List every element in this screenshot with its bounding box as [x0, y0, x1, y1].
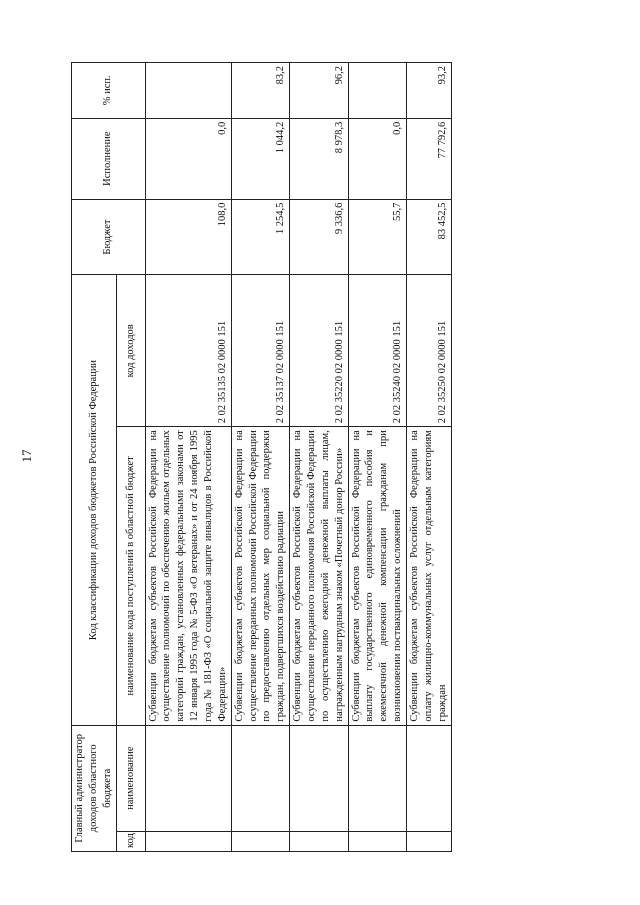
table-row — [231, 63, 289, 852]
table-row — [145, 63, 231, 852]
admin-name-cell — [290, 725, 348, 831]
revenue-name-cell: Субвенции бюджетам субъектов Российской Федерации на выплату государственного единовременного пособия и ежемесячной денежной компенсации гражданам при возникновении поствакцинальных осложнений — [348, 427, 406, 725]
table-row — [407, 63, 452, 852]
budget-cell: 1 254,5 — [231, 199, 289, 275]
revenue-name-cell: Субвенции бюджетам субъектов Российской Федерации на осуществление переданного полномочия Российской Федерации по осуществлению ежегодной денежной выплаты лицам, награжденным нагрудным знаком «Почетный донор России» — [290, 427, 348, 725]
admin-code-cell — [348, 831, 406, 851]
revenue-code-cell: 2 02 35220 02 0000 151 — [290, 275, 348, 427]
admin-name-header: наименование — [116, 725, 145, 831]
revenue-code-cell: 2 02 35137 02 0000 151 — [231, 275, 289, 427]
budget-header: Бюджет — [72, 199, 146, 275]
percent-cell: 93,2 — [407, 63, 452, 119]
percent-cell — [348, 63, 406, 119]
rotated-table-container — [71, 62, 581, 852]
admin-group-header: Главный администратор доходов областного бюджета — [72, 725, 117, 851]
budget-cell: 55,7 — [348, 199, 406, 275]
admin-name-cell — [348, 725, 406, 831]
execution-cell: 1 044,2 — [231, 118, 289, 199]
revenue-code-cell: 2 02 35135 02 0000 151 — [145, 275, 231, 427]
execution-cell: 8 978,3 — [290, 118, 348, 199]
page-number: 17 — [19, 449, 34, 463]
budget-cell: 83 452,5 — [407, 199, 452, 275]
admin-code-cell — [407, 831, 452, 851]
budget-cell: 108,0 — [145, 199, 231, 275]
revenue-table — [71, 62, 452, 852]
revenue-name-header: наименование кода поступлений в областной бюджет — [116, 427, 145, 725]
admin-code-cell — [145, 831, 231, 851]
table-row — [290, 63, 348, 852]
execution-cell: 0,0 — [145, 118, 231, 199]
percent-cell: 96,2 — [290, 63, 348, 119]
admin-name-cell — [145, 725, 231, 831]
admin-name-cell — [231, 725, 289, 831]
budget-cell: 9 336,6 — [290, 199, 348, 275]
revenue-code-cell: 2 02 35240 02 0000 151 — [348, 275, 406, 427]
execution-cell: 77 792,6 — [407, 118, 452, 199]
revenue-name-cell: Субвенции бюджетам субъектов Российской Федерации на осуществление полномочий по обеспечению жильем отдельных категорий граждан, установленных федеральными законами от 12 января 1995 года № 5-ФЗ «О ветеранах» и от 24 ноября 1995 года № 181-ФЗ «О социальной защите инвалидов в Российской Федерации» — [145, 427, 231, 725]
percent-header: % исп. — [72, 63, 146, 119]
revenue-name-cell: Субвенции бюджетам субъектов Российской Федерации на осуществление переданных полномочий Российской Федерации по предоставлению отдельных мер социальной поддержки граждан, подвергшихся воздействию радиации — [231, 427, 289, 725]
admin-code-header: код — [116, 831, 145, 851]
classification-group-header: Код классификации доходов бюджетов Российской Федерации — [72, 275, 117, 725]
admin-name-cell — [407, 725, 452, 831]
admin-code-cell — [290, 831, 348, 851]
revenue-name-cell: Субвенции бюджетам субъектов Российской Федерации на оплату жилищно-коммунальных услуг отдельным категориям граждан — [407, 427, 452, 725]
percent-cell — [145, 63, 231, 119]
percent-cell: 83,2 — [231, 63, 289, 119]
revenue-code-cell: 2 02 35250 02 0000 151 — [407, 275, 452, 427]
revenue-code-header: код доходов — [116, 275, 145, 427]
admin-code-cell — [231, 831, 289, 851]
execution-header: Исполнение — [72, 118, 146, 199]
execution-cell: 0,0 — [348, 118, 406, 199]
table-row — [348, 63, 406, 852]
